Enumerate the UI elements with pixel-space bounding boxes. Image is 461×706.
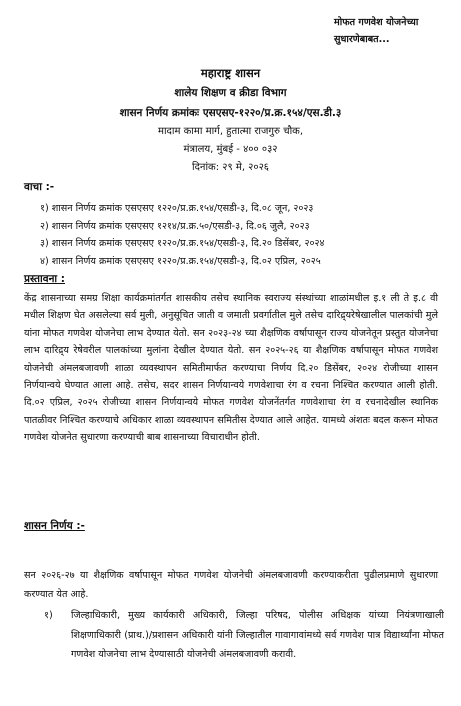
- department-name: शालेय शिक्षण व क्रीडा विभाग: [174, 87, 287, 99]
- reference-item-2: २) शासन निर्णय क्रमांक एसएसए १२१४/प्र.क्र.५०/एसडी-३, दि.०६ जुलै, २०२३: [40, 220, 310, 232]
- address-line-1: मादाम कामा मार्ग, हुतात्मा राजगुरु चौक,: [157, 126, 304, 137]
- references-list: [40, 200, 450, 270]
- decision-item-1-text: जिल्हाधिकारी, मुख्य कार्यकारी अधिकारी, जिल्हा परिषद, पोलीस अधिक्षक यांच्या नियंत्रणाखाली शिक्षणाधिकारी (प्राथ.)/प्रशासन अधिकारी यांनी जिल्हातील गावागावांमध्ये सर्व गणवेश पात्र विद्यार्थ्यांना मोफत गणवेश योजनेचा लाभ देण्यासाठी योजनेची अंमलबजावणी करावी.: [71, 610, 444, 660]
- reference-item-1: १) शासन निर्णय क्रमांक एसएसए १२२०/प्र.क्र.१५४/एसडी-३, दि.०८ जून, २०२३: [40, 203, 314, 214]
- subject-line-2: सुधारणेबाबत...: [334, 34, 390, 45]
- reference-item-4: ४) शासन निर्णय क्रमांक एसएसए १२२०/प्र.क्र.१५४/एसडी-३, दि.०२ एप्रिल, २०२५: [40, 255, 321, 267]
- references-title: वाचा :-: [24, 181, 55, 193]
- preamble-paragraph: केंद्र शासनाच्या समग्र शिक्षा कार्यक्रमांतर्गत शासकीय तसेच स्थानिक स्वराज्य संस्थांच्या शाळांमधील इ.१ ली ते इ.८ वी मधील शिक्षण घेत असलेल्या सर्व मुली, अनुसूचित जाती व जमाती प्रवर्गातील मुले तसेच दारिद्र्यरेषेखालील पालकांची मुले यांना मोफत गणवेश योजनेचा लाभ देण्यात येतो. सन २०२३-२४ च्या शैक्षणिक वर्षापासून राज्य योजनेतून प्रस्तुत योजनेचा लाभ दारिद्र्य रेषेवरील पालकांच्या मुलांना देखील देण्यात येतो. सन २०२५-२६ या शैक्षणिक वर्षापासून मोफत गणवेश योजनेची अंमलबजावणी शाळा व्यवस्थापन समितीमार्फत करण्याचा निर्णय दि.२० डिसेंबर, २०२४ रोजीच्या शासन निर्णयान्वये घेण्यात आला आहे. तसेच, सदर शासन निर्णयान्वये गणवेशाचा रंग व रचना निश्चित करण्यात आली होती. दि.०२ एप्रिल, २०२५ रोजीच्या शासन निर्णयान्वये मोफत गणवेश योजनेंतर्गत गणवेशाचा रंग व रचनादेखील स्थानिक पातळीवर निश्चित करण्याचे अधिकार शाळा व्यवस्थापन समितीस देण्यात आले आहेत. यामध्ये अंशतः बदल करून मोफत गणवेश योजनेत सुधारणा करण्याची बाब शासनाच्या विचाराधीन होती.: [24, 293, 438, 444]
- decision-intro-paragraph: सन २०२६-२७ या शैक्षणिक वर्षापासून मोफत गणवेश योजनेची अंमलबजावणी करण्याकरीता पुढीलप्रमाणे सुधारणा करण्यात येत आहे.: [24, 570, 438, 600]
- subject-block: [334, 14, 456, 48]
- address-line-2: मंत्रालय, मुंबई - ४०० ०३२: [183, 144, 278, 155]
- document-header: [0, 63, 461, 177]
- government-name: महाराष्ट्र शासन: [200, 66, 261, 80]
- preamble-title: प्रस्तावना :: [24, 273, 66, 285]
- reference-item-3: ३) शासन निर्णय क्रमांक एसएसए १२२०/प्र.क्र.१५४/एसडी-३, दि.२० डिसेंबर, २०२४: [40, 238, 325, 249]
- decision-item-1-number: १): [44, 610, 53, 621]
- subject-line-1: मोफत गणवेश योजनेच्या: [334, 17, 419, 28]
- decision-title: शासन निर्णय :-: [24, 520, 85, 532]
- document-date: दिनांक: २९ मे, २०२६: [192, 162, 269, 173]
- gr-number: शासन निर्णय क्रमांकः एसएसए-१२२०/प्र.क्र.१५४/एस.डी.३: [119, 107, 342, 119]
- decision-item-1: [44, 606, 444, 665]
